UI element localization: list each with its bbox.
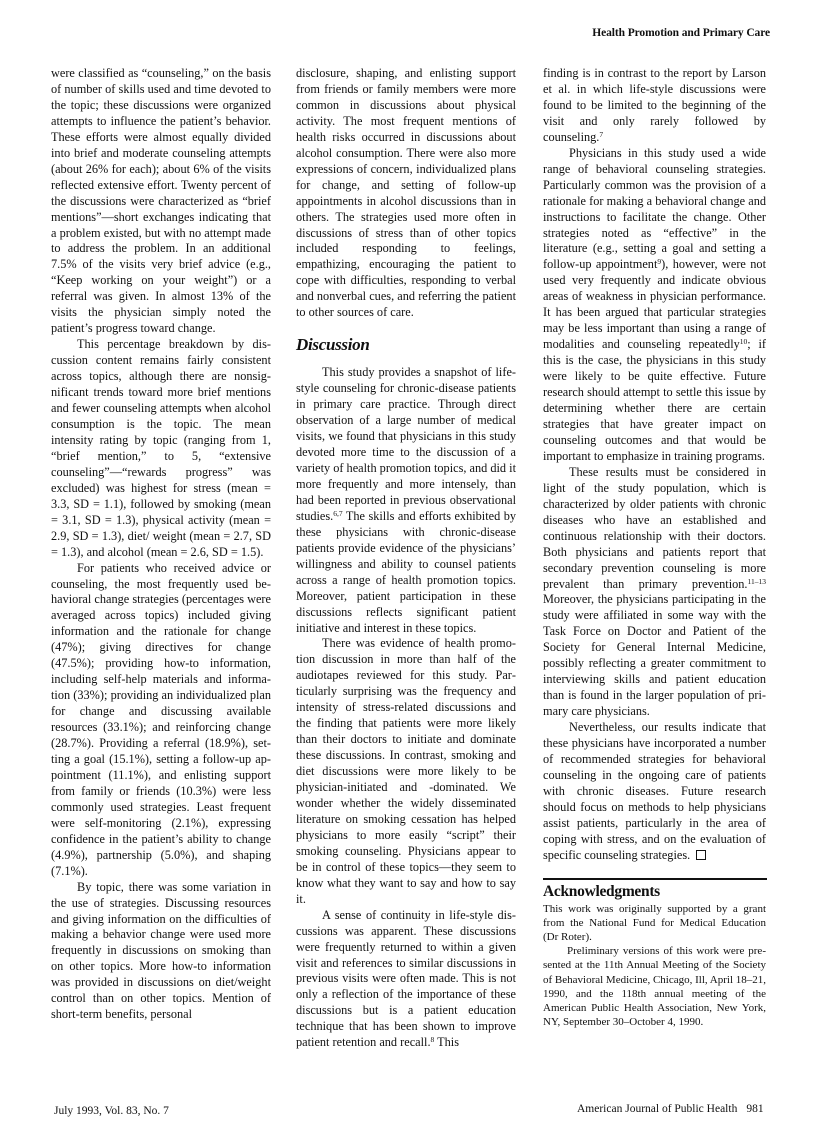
acknowledgment-paragraph: This work was originally supported by a grant from the National Fund for Medical Education (Dr Roter).: [543, 902, 766, 944]
column-2: [296, 66, 516, 1051]
column-3: [543, 66, 766, 1029]
section-heading-discussion: Discussion: [296, 335, 370, 355]
citation-reference: 8: [430, 1035, 435, 1045]
paragraph: disclosure, shaping, and enlisting support from friends or family members were more common in discussions about physical activity. The most frequent mentions of health risks occurred in discussions about alcohol consumption. There were also more expressions of concern, individualized plans for change, and setting of follow-up appointments in alcohol discussions than in others. The strategies used more often in discussions of stress than of other topics included responding to feelings, empathizing, encouraging the patient to cope with difficulties, responding to verbal and nonverbal cues, and referring the patient to other sources of care.: [296, 66, 516, 320]
paragraph: There was evidence of health promotion discussion in more than half of the audiotapes reviewed for this study. Particularly surprising was the frequency and intensity of stress-related discussions and the finding that patients were more likely than their doctors to initiate and dominate these discussions. In contrast, smoking and diet discussions were more likely to be physician-initiated and -dominated. We wonder whether the widely disseminated literature on smoking cessation has helped physicians to more easily “script” their smoking counseling. Physicians appear to be in control of these topics—they seem to know what they want to say and how to say it.: [296, 636, 516, 906]
journal-name: American Journal of Public Health: [577, 1103, 738, 1115]
paragraph-text: Nevertheless, our results indicate that these physicians have incorporated a number of recommended strategies for behavioral counseling in the ongoing care of patients with chronic diseases. Future research should focus on methods to help physicians assist patients, particularly in the area of coping with stress, and on the evaluation of specific counseling strategies.: [543, 720, 766, 862]
paragraph: [543, 66, 766, 146]
paragraph-text: finding is in contrast to the report by Larson et al. in which life-style discussions were found to be limited to the beginning of the visit and only rarely followed by counseling.: [543, 66, 766, 144]
paragraph: [543, 720, 766, 864]
paragraph: were classified as “counseling,” on the basis of number of skills used and time devoted to the topic; these discussions were organized attempts to influence the patient’s behavior. These efforts were almost equally divided into brief and moderate counseling attempts (about 26% for each); about 6% of the visits reflected extensive effort. Twenty percent of the discussions were characterized as “brief mentions”—short exchanges indicating that a problem existed, but with no attempt made to address the problem. In an additional 7.5% of the visits very brief advice (e.g., “Keep working on your weight”) or a referral was given. In almost 13% of the visits the physician simply noted the patient’s progress toward change.: [51, 66, 271, 336]
paragraph: By topic, there was some variation in the use of strategies. Discussing resources and giving information on the difficulties of making a behavior change were used more frequently in discussions on smoking than on other topics. More how-to information was provided in discussions on diet/weight control than on other topics. Mention of short-term benefits, personal: [51, 879, 271, 1022]
paragraph: [296, 365, 516, 636]
paragraph: [296, 908, 516, 1052]
paragraph-text: This study provides a snapshot of life-style counseling for chronic-disease patients in primary care practice. Through direct observation of a large number of medical visits, we found that physicians in this study devoted more time to the discussion of a variety of health promotion topics, and did it more frequently and more intensely, than had been reported in previous observational studies.: [296, 365, 516, 523]
citation-reference: 6,7: [333, 508, 343, 518]
paragraph-text: ; if this is the case, the physicians in this study were likely to be quite effective. Future research should attempt to settle this issue by determining whether there are certain strategies that have greater impact on counseling outcomes and that would be important to emphasize in training programs.: [543, 337, 766, 463]
paragraph-text: ), however, were not used very frequently and indicate obvious areas of weakness in physician performance. It has been argued that particular strategies may be less important than using a range of modalities and counseling repeatedly: [543, 257, 767, 352]
page-number: 981: [746, 1103, 764, 1115]
acknowledgments-heading: Acknowledgments: [543, 882, 660, 900]
paragraph: This percentage breakdown by discussion content remains fairly consistent across topics, although there are nonsignificant trends toward more brief mentions and fewer counseling attempts when alcohol consumption is the topic. The mean intensity rating by topic (ranging from 1, “brief mention,” to 5, “extensive counseling”—“rewards progress” was excluded) was highest for stress (mean = 3.3, SD = 1.1), followed by smoking (mean = 3.1, SD = 1.3), physical activity (mean = 2.9, SD = 1.3), diet/ weight (mean = 2.7, SD = 1.3), and alcohol (mean = 2.6, SD = 1.5).: [51, 337, 271, 559]
column-1: [51, 66, 271, 1023]
end-of-article-square-icon: [696, 850, 706, 860]
citation-reference: 7: [599, 129, 604, 139]
citation-reference: 11–13: [747, 576, 766, 586]
paragraph: [543, 146, 766, 465]
citation-reference: 9: [657, 257, 662, 267]
paragraph-text: These results must be considered in light of the study population, which is characterized by older patients with chronic diseases who have an established and continuous relationship with their doctors. Both physicians and patients report that secondary prevention counseling is more prevalent than primary prevention.: [543, 464, 766, 591]
footer-journal: [577, 1103, 764, 1115]
acknowledgments-body: [543, 902, 766, 1030]
paragraph-text: This: [434, 1035, 459, 1050]
acknowledgment-paragraph: Preliminary versions of this work were presented at the 11th Annual Meeting of the Society of Behavioral Medicine, Chicago, Ill, April 18–21, 1990, and the 118th annual meeting of the American Public Health Association, New York, NY, September 30–October 4, 1990.: [543, 945, 767, 1029]
footer-issue: July 1993, Vol. 83, No. 7: [54, 1105, 169, 1117]
paragraph-text: The skills and efforts exhibited by these physicians with chronic-disease patients provide evidence of the physicians’ willingness and ability to counsel patients across a range of health promotion topics. Moreover, patient participation in these discussions reflects significant patient initiative and interest in these topics.: [296, 508, 516, 635]
paragraph-text: Physicians in this study used a wide range of behavioral counseling strategies. Particularly common was the provision of a rationale for making a behavioral change and instructions to facilitate the change. Other strategies noted as “effective” in the literature (e.g., setting a goal and setting a follow-up appointment: [543, 145, 766, 272]
paragraph-text: Moreover, the physicians participating in the study were affiliated in some way with the Task Force on Doctor and Patient of the Society for General Internal Medicine, possibly reflecting a greater commitment to interviewing skills and patient education than is found in the larger population of primary care physicians.: [543, 592, 766, 719]
paragraph: For patients who received advice or counseling, the most frequently used behavioral change strategies (percentages were averaged across topics) included giving information and the rationale for change (47%); giving directives for change (47.5%); providing how-to information, including self-help materials and information (33%); providing an individualized plan for change and discussing available resources (33.1%); and reinforcing change (28.7%). Providing a referral (18.9%), setting a goal (15.1%), setting a follow-up appointment (11.1%), and enlisting support from family or friends (10.3%) were less commonly used strategies. Least frequent were self-monitoring (2.1%), expressing confidence in the patient’s ability to change (4.9%), partnership (5.0%), and shaping (7.1%).: [51, 560, 271, 878]
acknowledgments-rule: [543, 878, 767, 880]
paragraph: [543, 465, 766, 720]
paragraph-text: A sense of continuity in life-style discussions was apparent. These discussions were frequently returned to within a given visit and references to similar discussions in previous visits were often made. This is not only a reflection of the importance of these discussions but is a patient education technique that has been shown to improve patient retention and recall.: [296, 907, 516, 1050]
running-head: Health Promotion and Primary Care: [592, 27, 770, 39]
citation-reference: 10: [739, 337, 748, 347]
